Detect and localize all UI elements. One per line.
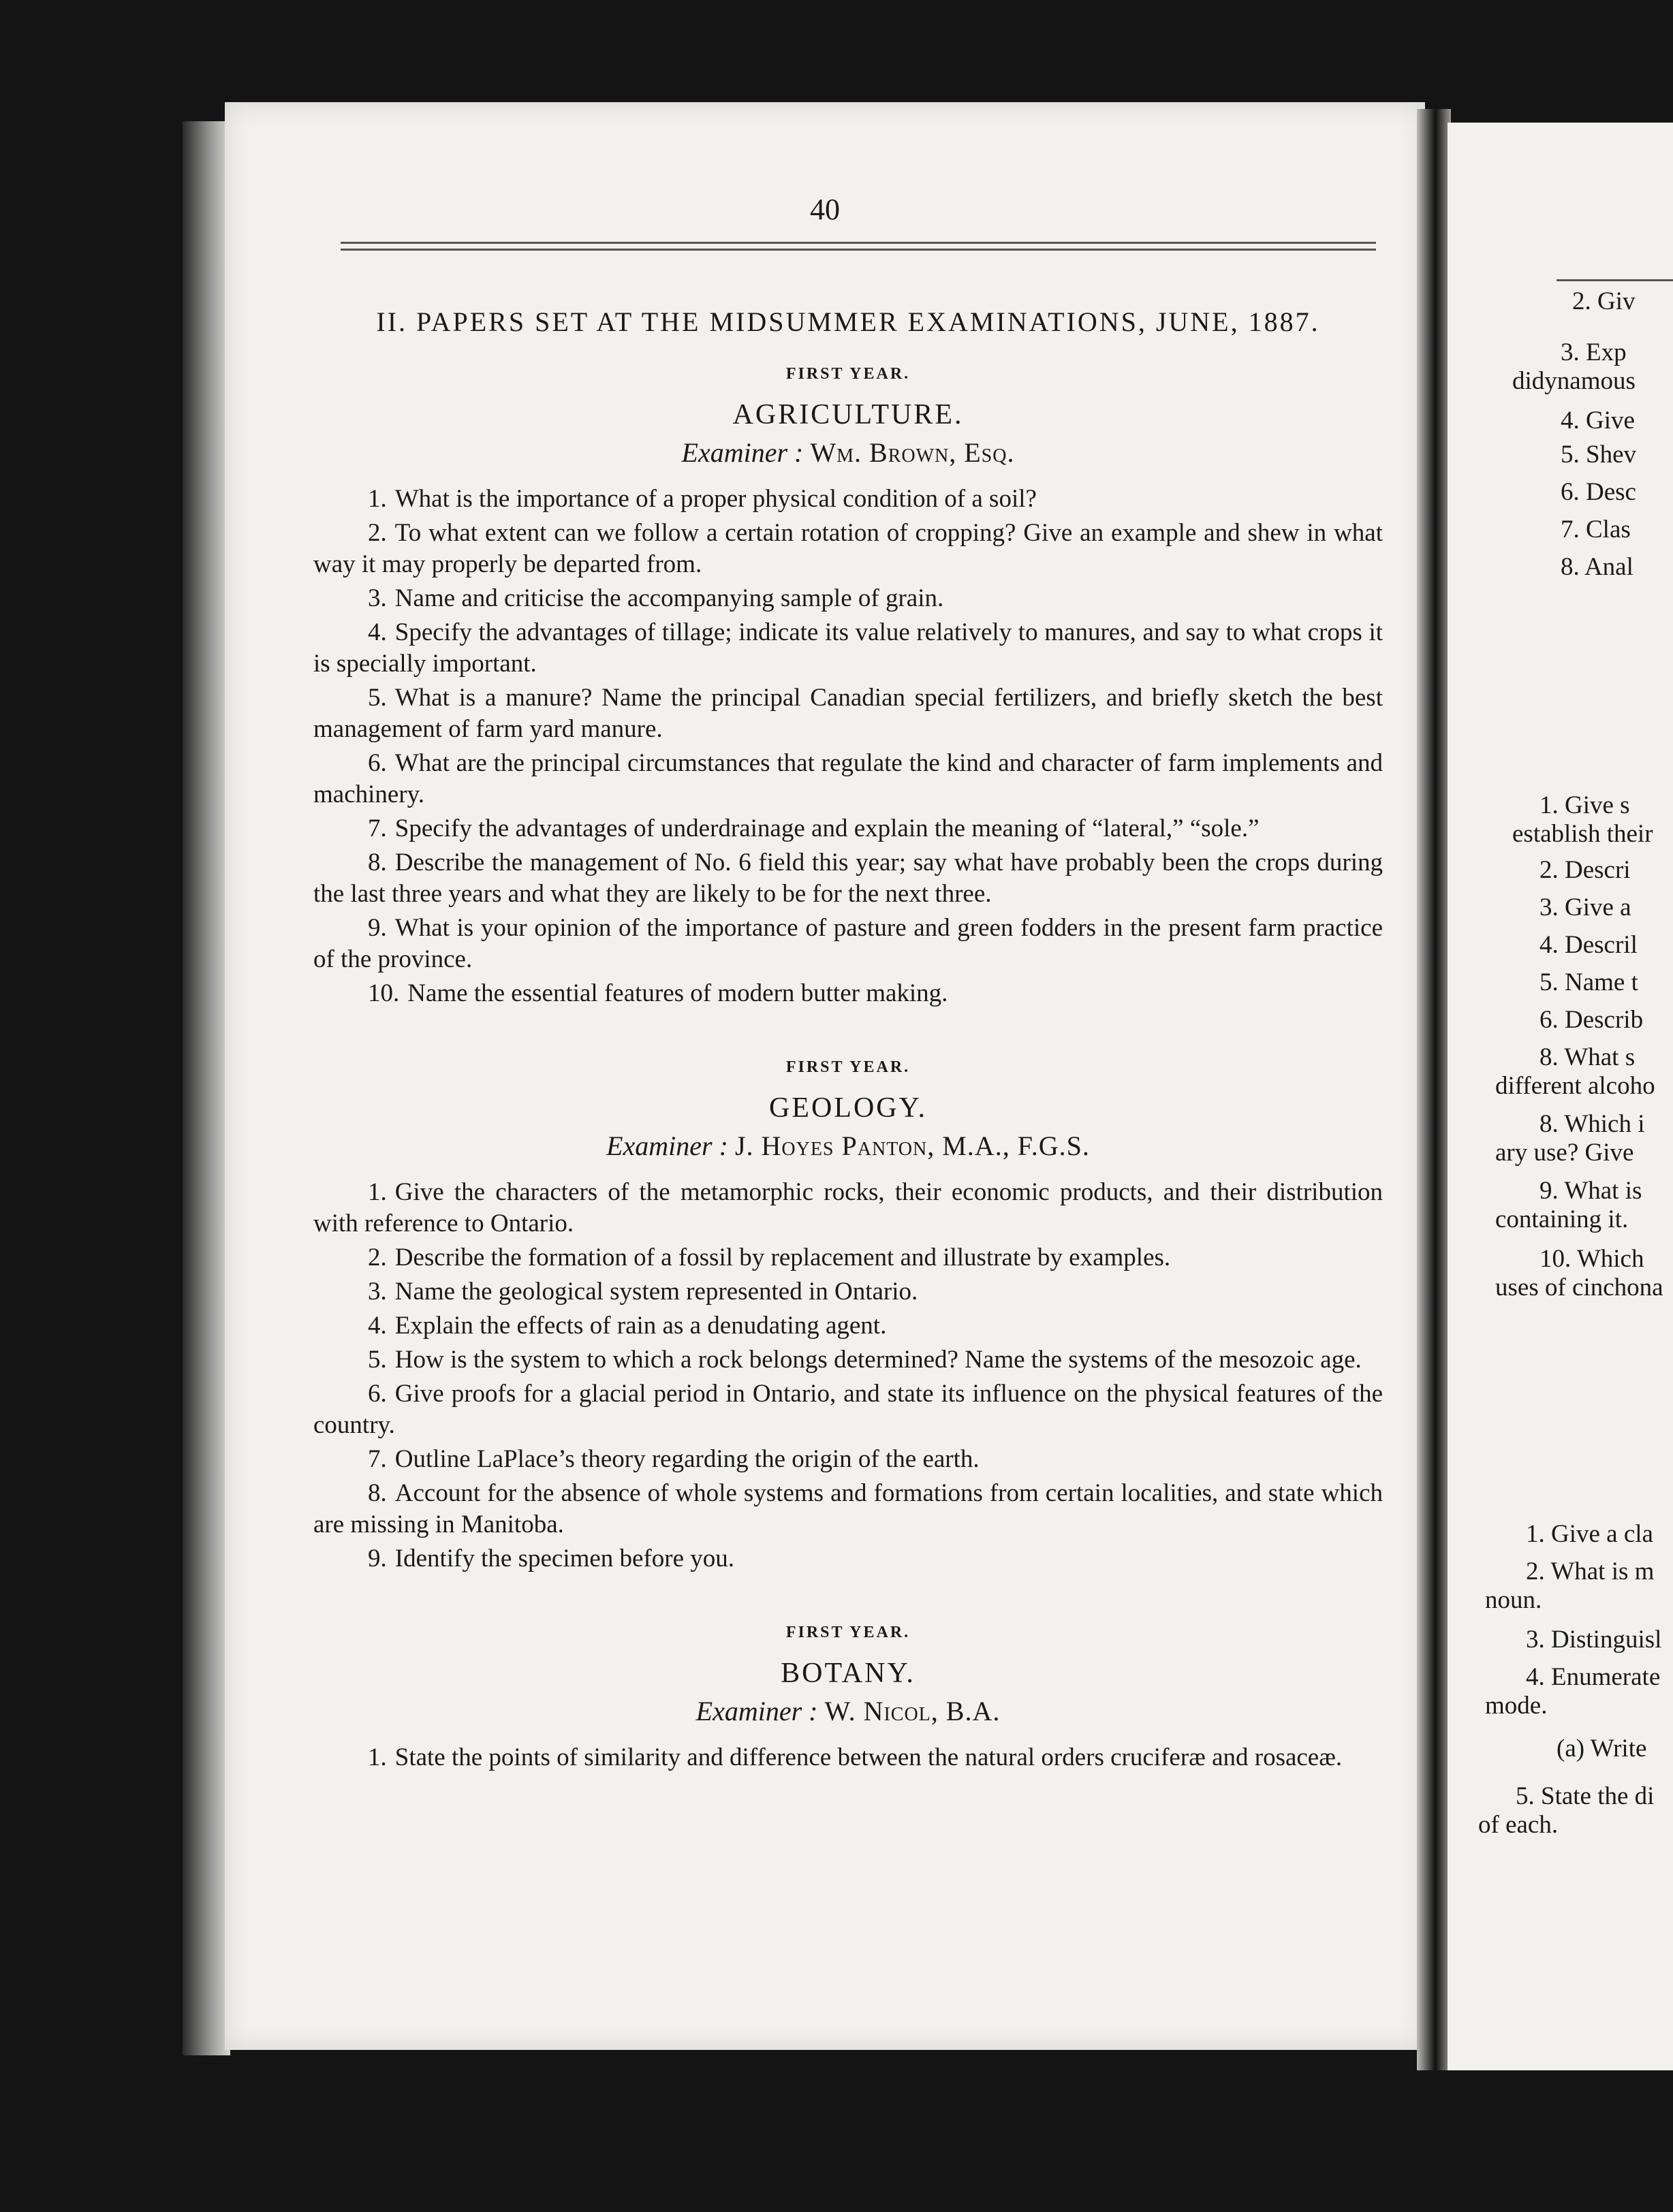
section-geology	[313, 1052, 1383, 1575]
question: 9. Identify the specimen before you.	[368, 1545, 735, 1573]
right-page-fragment: 5. Name t	[1539, 968, 1638, 996]
examiner-label: Examiner :	[695, 1696, 818, 1726]
examiner-name: W. Nicol, B.A.	[824, 1696, 1001, 1726]
question: 6. What are the principal circumstances that regulate the kind and character of farm implements and machinery.	[313, 749, 1383, 808]
question-list	[313, 1177, 1383, 1575]
right-page-fragment: 1. Give s	[1539, 791, 1630, 819]
right-page-fragment: 6. Desc	[1561, 478, 1636, 506]
right-page-fragment: 4. Give	[1561, 407, 1635, 434]
book-gutter	[1417, 109, 1451, 2070]
right-page-fragment: noun.	[1485, 1586, 1542, 1614]
right-page-fragment: 2. Descri	[1539, 856, 1631, 884]
right-page-text	[1448, 123, 1673, 2070]
right-page-fragment: 5. State the di	[1516, 1782, 1655, 1810]
question: 1. What is the importance of a proper physical condition of a soil?	[368, 485, 1037, 513]
question-list	[313, 484, 1383, 1009]
right-page	[1448, 123, 1673, 2070]
question: 1. Give the characters of the metamorphic rocks, their economic products, and their distribution with reference to Ontario.	[313, 1178, 1383, 1237]
question: 4. Explain the effects of rain as a denudating agent.	[368, 1312, 887, 1340]
section-botany	[313, 1617, 1383, 1773]
page-content	[313, 306, 1383, 1816]
question: 7. Outline LaPlace’s theory regarding the origin of the earth.	[368, 1445, 980, 1473]
right-page-fragment: 3. Distinguisl	[1526, 1626, 1662, 1654]
section-year: FIRST YEAR.	[785, 365, 911, 383]
main-title: II. PAPERS SET AT THE MIDSUMMER EXAMINATIONS, JUNE, 1887.	[376, 306, 1320, 337]
question: 6. Give proofs for a glacial period in Ontario, and state its influence on the physical features of the country.	[313, 1380, 1383, 1439]
section-year: FIRST YEAR.	[785, 1058, 911, 1076]
section-agriculture	[313, 358, 1383, 1009]
header-rule-bottom	[341, 249, 1376, 251]
right-page-fragment: 8. Anal	[1561, 553, 1633, 581]
right-page-fragment: containing it.	[1495, 1205, 1629, 1233]
right-page-fragment: 4. Enumerate	[1526, 1663, 1661, 1691]
question: 9. What is your opinion of the importance of pasture and green fodders in the present farm practice of the province.	[313, 914, 1383, 973]
examiner-label: Examiner :	[606, 1131, 728, 1161]
section-subject: GEOLOGY.	[768, 1092, 928, 1124]
question: 5. How is the system to which a rock belongs determined? Name the systems of the mesozoic age.	[368, 1346, 1362, 1374]
right-page-fragment: of each.	[1478, 1811, 1559, 1839]
right-page-fragment: mode.	[1485, 1692, 1548, 1720]
right-page-fragment: 5. Shev	[1561, 441, 1636, 469]
right-page-fragment: 3. Exp	[1561, 338, 1627, 366]
question: 2. Describe the formation of a fossil by replacement and illustrate by examples.	[368, 1244, 1171, 1271]
question: 2. To what extent can we follow a certain rotation of cropping? Give an example and shew in what way it may properly be departed from.	[313, 519, 1383, 578]
question: 10. Name the essential features of modern butter making.	[368, 979, 948, 1007]
question-list	[313, 1742, 1383, 1773]
right-page-fragment: different alcoho	[1495, 1072, 1655, 1100]
question: 8. Describe the management of No. 6 field this year; say what have probably been the crops during the last three years and what they are likely to be for the next three.	[313, 849, 1383, 908]
examiner-line	[313, 1696, 1383, 1727]
question: 7. Specify the advantages of underdrainage and explain the meaning of “lateral,” “sole.”	[368, 815, 1260, 842]
question: 3. Name the geological system represented in Ontario.	[368, 1278, 918, 1306]
section-subject: AGRICULTURE.	[732, 399, 964, 430]
right-page-fragment: 1. Give a cla	[1526, 1520, 1653, 1548]
section-subject: BOTANY.	[781, 1658, 916, 1689]
right-page-fragment: 8. What s	[1539, 1043, 1636, 1071]
right-page-fragment: ary use? Give	[1495, 1139, 1634, 1167]
right-page-fragment: 10. Which	[1539, 1245, 1644, 1273]
right-page-fragment: 6. Describ	[1539, 1006, 1644, 1034]
right-page-fragment: 2. Giv	[1572, 287, 1636, 315]
page-left-edge	[183, 121, 230, 2055]
examiner-line	[313, 1131, 1383, 1162]
question: 8. Account for the absence of whole systems and formations from certain localities, and state which are missing in Manitoba.	[313, 1479, 1383, 1538]
examiner-line	[313, 437, 1383, 469]
right-page-fragment: (a) Write	[1557, 1735, 1647, 1763]
question: 1. State the points of similarity and difference between the natural orders cruciferæ and rosaceæ.	[368, 1743, 1343, 1771]
right-page-fragment: 8. Which i	[1539, 1110, 1645, 1138]
right-page-fragment: 9. What is	[1539, 1177, 1642, 1205]
right-page-fragment: didynamous	[1512, 367, 1636, 395]
left-page	[225, 102, 1425, 2050]
question: 4. Specify the advantages of tillage; indicate its value relatively to manures, and say to what crops it is specially important.	[313, 618, 1383, 678]
right-page-fragment: establish their	[1512, 820, 1653, 848]
question: 3. Name and criticise the accompanying sample of grain.	[368, 584, 944, 612]
right-page-fragment: 4. Descril	[1539, 931, 1638, 959]
section-year: FIRST YEAR.	[785, 1624, 911, 1641]
examiner-name: J. Hoyes Panton, M.A., F.G.S.	[734, 1131, 1090, 1161]
examiner-name: Wm. Brown, Esq.	[810, 437, 1015, 468]
examiner-label: Examiner :	[681, 437, 804, 468]
right-page-fragment: 2. What is m	[1526, 1558, 1655, 1585]
page-number: 40	[810, 193, 840, 226]
question: 5. What is a manure? Name the principal Canadian special fertilizers, and briefly sketch the best management of farm yard manure.	[313, 684, 1383, 743]
right-page-fragment: uses of cinchona	[1495, 1274, 1663, 1301]
right-page-fragment: 7. Clas	[1561, 516, 1631, 543]
right-page-fragment: 3. Give a	[1539, 894, 1631, 921]
header-rule-top	[341, 242, 1376, 244]
